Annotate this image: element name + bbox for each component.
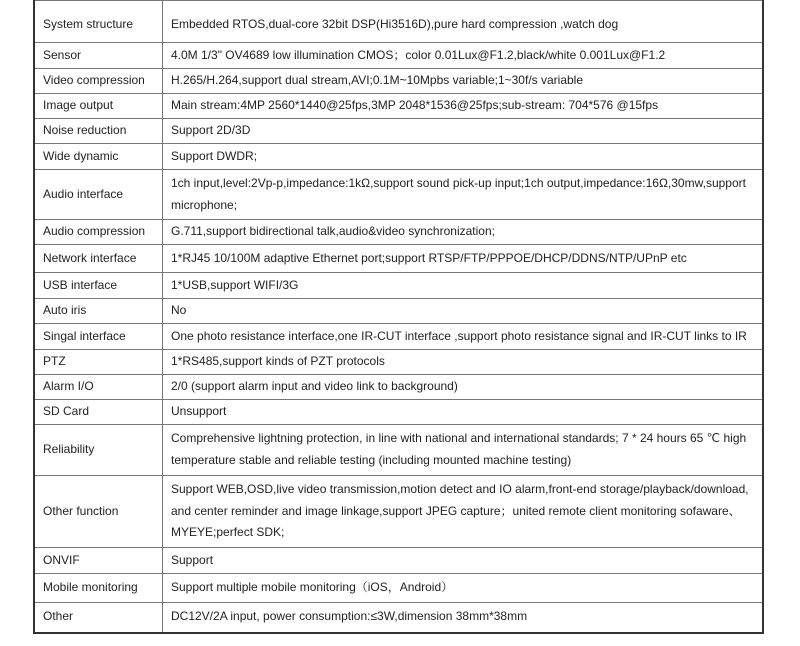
row-value: 1*USB,support WIFI/3G bbox=[163, 273, 764, 299]
row-value: 1*RJ45 10/100M adaptive Ethernet port;support RTSP/FTP/PPPOE/DHCP/DDNS/NTP/UPnP etc bbox=[163, 245, 764, 273]
table-row bbox=[34, 144, 763, 170]
row-label: Singal interface bbox=[34, 324, 163, 350]
table-row bbox=[34, 350, 763, 375]
row-label: Image output bbox=[34, 94, 163, 119]
row-value: 1*RS485,support kinds of PZT protocols bbox=[163, 350, 764, 375]
table-row bbox=[34, 170, 763, 220]
table-row bbox=[34, 375, 763, 400]
row-value: 2/0 (support alarm input and video link to background) bbox=[163, 375, 764, 400]
table-row bbox=[34, 574, 763, 603]
row-label: Noise reduction bbox=[34, 119, 163, 144]
row-label: Video compression bbox=[34, 69, 163, 94]
row-value: 1ch input,level:2Vp-p,impedance:1kΩ,support sound pick-up input;1ch output,impedance:16Ω,30mw,support microphone; bbox=[163, 170, 764, 220]
row-label: Reliability bbox=[34, 425, 163, 476]
table-row bbox=[34, 603, 763, 633]
row-value: Embedded RTOS,dual-core 32bit DSP(Hi3516D),pure hard compression ,watch dog bbox=[163, 1, 764, 43]
row-value: Support WEB,OSD,live video transmission,motion detect and IO alarm,front-end storage/playback/download, and center reminder and image linkage,support JPEG capture；united remote client monitoring sofaware、MYEYE;perfect SDK; bbox=[163, 476, 764, 548]
row-label: Other bbox=[34, 603, 163, 633]
table-row bbox=[34, 425, 763, 476]
row-label: PTZ bbox=[34, 350, 163, 375]
row-label: Audio compression bbox=[34, 220, 163, 245]
spec-table-body bbox=[34, 1, 763, 633]
row-label: Wide dynamic bbox=[34, 144, 163, 170]
row-value: Support DWDR; bbox=[163, 144, 764, 170]
table-row bbox=[34, 245, 763, 273]
row-label: Mobile monitoring bbox=[34, 574, 163, 603]
table-row bbox=[34, 1, 763, 43]
row-value: DC12V/2A input, power consumption:≤3W,dimension 38mm*38mm bbox=[163, 603, 764, 633]
row-label: System structure bbox=[34, 1, 163, 43]
row-value: H.265/H.264,support dual stream,AVI;0.1M~10Mpbs variable;1~30f/s variable bbox=[163, 69, 764, 94]
row-value: 4.0M 1/3" OV4689 low illumination CMOS；color 0.01Lux@F1.2,black/white 0.001Lux@F1.2 bbox=[163, 43, 764, 69]
row-label: Audio interface bbox=[34, 170, 163, 220]
table-row bbox=[34, 220, 763, 245]
row-value: Unsupport bbox=[163, 400, 764, 425]
table-row bbox=[34, 273, 763, 299]
row-value: Comprehensive lightning protection, in line with national and international standards; 7 * 24 hours 65 ℃ high temperature stable and reliable testing (including mounted machine testing) bbox=[163, 425, 764, 476]
table-row bbox=[34, 299, 763, 324]
row-label: USB interface bbox=[34, 273, 163, 299]
row-label: Alarm I/O bbox=[34, 375, 163, 400]
row-label: Network interface bbox=[34, 245, 163, 273]
spec-table bbox=[33, 0, 764, 634]
row-value: Support 2D/3D bbox=[163, 119, 764, 144]
row-label: Other function bbox=[34, 476, 163, 548]
row-value: Support multiple mobile monitoring（iOS，Android） bbox=[163, 574, 764, 603]
table-row bbox=[34, 476, 763, 548]
table-row bbox=[34, 69, 763, 94]
table-row bbox=[34, 119, 763, 144]
table-row bbox=[34, 43, 763, 69]
table-row bbox=[34, 94, 763, 119]
row-value: No bbox=[163, 299, 764, 324]
row-value: Main stream:4MP 2560*1440@25fps,3MP 2048*1536@25fps;sub-stream: 704*576 @15fps bbox=[163, 94, 764, 119]
table-row bbox=[34, 548, 763, 574]
row-label: SD Card bbox=[34, 400, 163, 425]
row-value: G.711,support bidirectional talk,audio&video synchronization; bbox=[163, 220, 764, 245]
table-row bbox=[34, 400, 763, 425]
row-label: ONVIF bbox=[34, 548, 163, 574]
row-label: Auto iris bbox=[34, 299, 163, 324]
row-value: One photo resistance interface,one IR-CUT interface ,support photo resistance signal and IR-CUT links to IR bbox=[163, 324, 764, 350]
row-label: Sensor bbox=[34, 43, 163, 69]
row-value: Support bbox=[163, 548, 764, 574]
table-row bbox=[34, 324, 763, 350]
